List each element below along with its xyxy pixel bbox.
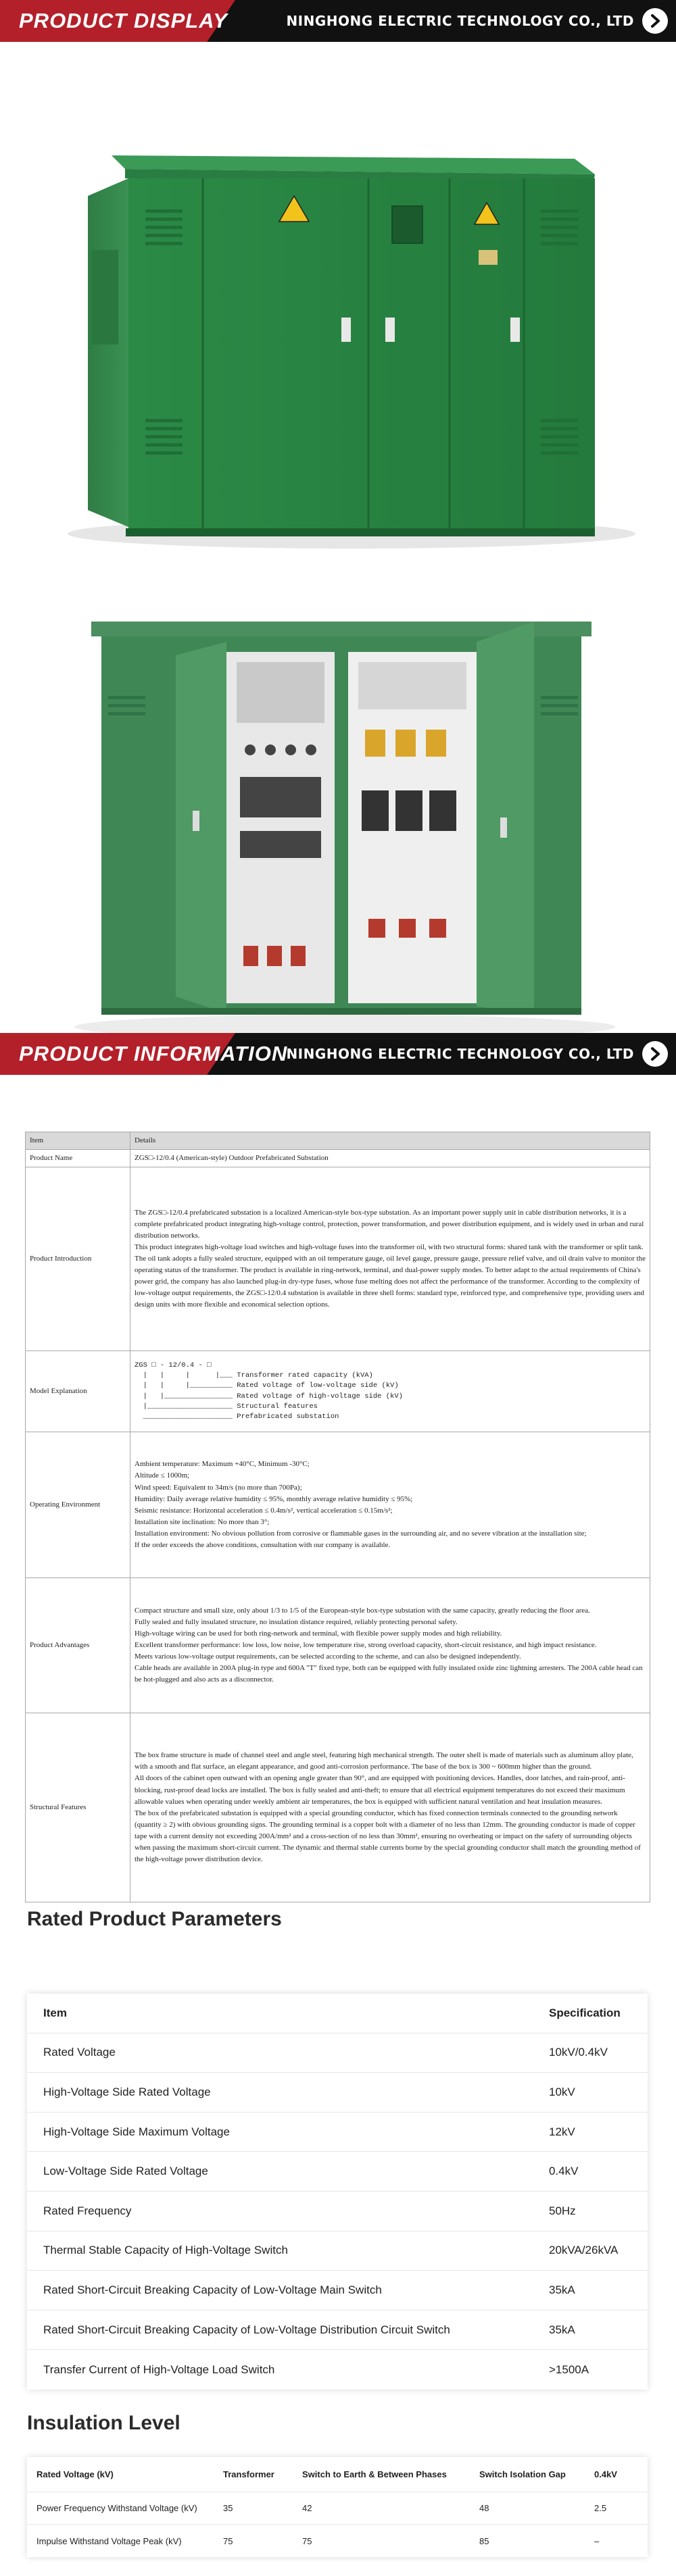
param-value: 10kV <box>549 2085 575 2098</box>
table-cell: 48 <box>479 2503 489 2513</box>
detail-line: ZGS□-12/0.4 (American-style) Outdoor Prefabricated Substation <box>135 1154 329 1163</box>
insulation-title: Insulation Level <box>27 2412 180 2434</box>
table-row <box>27 2231 648 2271</box>
table-row <box>27 2152 648 2192</box>
model-line: _____________________ Prefabricated substation <box>135 1413 339 1421</box>
product-information-banner <box>0 1033 676 1075</box>
table-row <box>27 2350 648 2390</box>
company-name: NINGHONG ELECTRIC TECHNOLOGY CO., LTD <box>286 1046 634 1062</box>
product-photo-closed <box>0 95 676 567</box>
table-cell: 75 <box>302 2535 312 2546</box>
row-details <box>130 1578 650 1713</box>
model-line: | |________________ Rated voltage of high-voltage side (kV) <box>135 1392 403 1400</box>
params-header <box>27 1994 648 2034</box>
header-details: Details <box>130 1132 650 1150</box>
detail-line: Fully sealed and fully insulated structure, no insulation distance required, reliably protecting personal safety. <box>135 1617 458 1626</box>
row-details <box>130 1167 650 1351</box>
next-arrow-button[interactable] <box>642 1041 668 1067</box>
detail-line: If the order exceeds the above conditions, consultation with our company is available. <box>135 1540 391 1549</box>
detail-line: Cable heads are available in 200A plug-in type and 600A "T" fixed type, both can be equipped with fully insulated oxide zinc lightning arresters. The 200A cable head can be hot-plugged and also acts as a disconnector. <box>135 1664 643 1684</box>
chevron-right-icon <box>642 8 668 34</box>
table-row <box>26 1351 650 1432</box>
detail-line: Ambient temperature: Maximum +40°C, Minimum -30°C; <box>135 1460 310 1469</box>
param-name: Thermal Stable Capacity of High-Voltage Switch <box>43 2244 288 2257</box>
param-name: High-Voltage Side Maximum Voltage <box>43 2125 230 2138</box>
table-row <box>26 1150 650 1167</box>
header-cell: Rated Voltage (kV) <box>37 2469 114 2479</box>
detail-line: Humidity: Daily average relative humidity ≤ 95%, monthly average relative humidity ≤ 95%; <box>135 1494 413 1503</box>
product-photo-open <box>0 595 676 1054</box>
table-cell: – <box>594 2535 600 2546</box>
open-cabinet-image <box>0 595 676 1054</box>
table-cell: 42 <box>302 2503 312 2513</box>
header-cell: Switch Isolation Gap <box>479 2469 566 2479</box>
header-item: Item <box>26 1132 130 1150</box>
rated-params-title: Rated Product Parameters <box>27 1908 282 1930</box>
detail-line: This product integrates high-voltage load switches and high-voltage fuses into the transformer oil, with two structural forms: shared tank with the transformer or split tank. The oil tank adopts a fully sealed structure, equipped with an oil temperature gauge, oil level gauge, pressure gauge, pressure relief valve, and oil drain valve to monitor the operating status of the transformer. The product is available in ring-network, terminal, and dual-power supply modes. To better adapt to the actual requirements of China's power grid, the company has also launched plug-in dry-type fuses, whose fuse melting does not affect the performance of the transformer. According to the complexity of low-voltage output requirements, the ZGS□-12/0.4 substation is available in three shell forms: standard type, reinforced type, and comprehensive type, providing users and design units with more flexible and economical selection options. <box>135 1243 646 1309</box>
model-line: | | | |___ Transformer rated capacity (kVA) <box>135 1371 373 1380</box>
param-value: >1500A <box>549 2363 589 2376</box>
header-item: Item <box>43 2006 67 2019</box>
company-name: NINGHONG ELECTRIC TECHNOLOGY CO., LTD <box>286 13 634 29</box>
table-row <box>27 2492 648 2525</box>
insulation-table <box>27 2457 648 2557</box>
detail-line: Altitude ≤ 1000m; <box>135 1471 190 1480</box>
table-cell: 2.5 <box>594 2503 607 2513</box>
table-row <box>26 1578 650 1713</box>
product-info-table <box>25 1132 650 1902</box>
banner-title: PRODUCT INFORMATION <box>19 1042 288 1065</box>
model-line: |____________________ Structural features <box>135 1402 318 1411</box>
detail-line: All doors of the cabinet open outward with an opening angle greater than 90°, and are equipped with positioning devices. Handles, door latches, and rain-proof, anti-blocking, rust-proof dead locks are installed. The box is fully sealed and anti-theft; to ensure that all electrical equipment temperatures do not exceed their maximum allowable values when operating under weekly ambient air temperatures, the box is equipped with sufficient natural ventilation and heat insulation measures. <box>135 1774 625 1806</box>
header-cell: Transformer <box>223 2469 274 2479</box>
table-row <box>27 2073 648 2113</box>
row-label: Model Explanation <box>26 1351 130 1432</box>
param-value: 35kA <box>549 2283 575 2296</box>
param-value: 20kVA/26kVA <box>549 2244 619 2257</box>
insulation-header <box>27 2457 648 2492</box>
detail-line: Excellent transformer performance: low loss, low noise, low temperature rise, strong overload capacity, short-circuit resistance, and high impact resistance. <box>135 1641 597 1650</box>
info-table <box>25 1132 650 1902</box>
table-cell: 75 <box>223 2535 233 2546</box>
detail-line: The ZGS□-12/0.4 prefabricated substation is a localized American-style box-type substation. As an important power supply unit in cable distribution networks, it is a complete prefabricated product integrating high-voltage control, protection, power transformation, and power distribution equipment, and is widely used in urban and rural distribution networks. <box>135 1208 644 1240</box>
row-label: Structural Features <box>26 1713 130 1902</box>
param-name: Rated Frequency <box>43 2204 132 2217</box>
detail-line: Wind speed: Equivalent to 34m/s (no more than 700Pa); <box>135 1483 302 1492</box>
row-details <box>130 1432 650 1578</box>
param-name: Rated Short-Circuit Breaking Capacity of Low-Voltage Distribution Circuit Switch <box>43 2323 450 2336</box>
table-row <box>27 2310 648 2350</box>
detail-line: Seismic resistance: Horizontal acceleration ≤ 0.4m/s², vertical acceleration ≤ 0.15m/s²; <box>135 1506 393 1515</box>
table-row <box>27 2271 648 2310</box>
chevron-right-icon <box>642 1041 668 1067</box>
param-name: Rated Voltage <box>43 2046 116 2059</box>
param-name: Transfer Current of High-Voltage Load Switch <box>43 2363 275 2376</box>
banner-title: PRODUCT DISPLAY <box>19 9 228 32</box>
row-details <box>130 1713 650 1902</box>
detail-line: The box of the prefabricated substation is equipped with a special grounding conductor, which has fixed connection terminals connected to the grounding network (quantity ≥ 2) with obvious grounding signs. The grounding terminal is a copper bolt with a diameter of no less than 12mm. The grounding conductor is made of copper tape with a current density not exceeding 200A/mm² and a cross-section of no less than 30mm², ensuring no overheating or impact on the safety of surrounding objects when passing the maximum short-circuit current. The dynamic and thermal stable currents borne by the special grounding conductor shall match the grounding method of the high-voltage power distribution device. <box>135 1809 641 1863</box>
param-value: 10kV/0.4kV <box>549 2046 608 2059</box>
header-cell: 0.4kV <box>594 2469 617 2479</box>
model-line: | | |__________ Rated voltage of low-voltage side (kV) <box>135 1382 399 1390</box>
table-cell: Impulse Withstand Voltage Peak (kV) <box>37 2535 182 2546</box>
table-row <box>27 2113 648 2152</box>
table-row <box>27 2034 648 2073</box>
detail-line: The box frame structure is made of channel steel and angle steel, featuring high mechanical strength. The outer shell is made of materials such as aluminum alloy plate, with a smooth and flat surface, an elegant appearance, and good anti-corrosion performance. The base of the box is 300 ~ 600mm higher than the ground. <box>135 1751 633 1771</box>
param-name: High-Voltage Side Rated Voltage <box>43 2085 211 2098</box>
row-details <box>130 1351 650 1432</box>
row-label: Product Name <box>26 1150 130 1167</box>
row-label: Product Advantages <box>26 1578 130 1713</box>
table-cell: Power Frequency Withstand Voltage (kV) <box>37 2503 197 2513</box>
model-line: ZGS □ - 12/0.4 - □ <box>135 1361 212 1369</box>
param-name: Low-Voltage Side Rated Voltage <box>43 2165 208 2178</box>
detail-line: Installation environment: No obvious pollution from corrosive or flammable gases in the surrounding air, and no severe vibration at the installation site; <box>135 1529 587 1538</box>
info-table-header <box>26 1132 650 1150</box>
next-arrow-button[interactable] <box>642 8 668 34</box>
table-row <box>26 1713 650 1902</box>
param-name: Rated Short-Circuit Breaking Capacity of Low-Voltage Main Switch <box>43 2283 382 2296</box>
row-label: Operating Environment <box>26 1432 130 1578</box>
detail-line: Compact structure and small size, only about 1/3 to 1/5 of the European-style box-type substation with the same capacity, greatly reducing the floor area. <box>135 1606 590 1615</box>
table-cell: 85 <box>479 2535 489 2546</box>
detail-line: High-voltage wiring can be used for both ring-network and terminal, with flexible power supply modes and high reliability. <box>135 1630 502 1638</box>
table-row <box>27 2525 648 2557</box>
header-cell: Switch to Earth & Between Phases <box>302 2469 447 2479</box>
detail-line: Meets various low-voltage output requirements, can be selected according to the scheme, and can also be designed independently. <box>135 1652 521 1661</box>
detail-line: Installation site inclination: No more than 3°; <box>135 1517 270 1526</box>
table-cell: 35 <box>223 2503 233 2513</box>
param-value: 35kA <box>549 2323 575 2336</box>
product-display-banner <box>0 0 676 42</box>
table-row <box>27 2192 648 2231</box>
header-spec: Specification <box>549 2006 621 2019</box>
row-label: Product Introduction <box>26 1167 130 1351</box>
table-row <box>26 1167 650 1351</box>
table-row <box>26 1432 650 1578</box>
rated-params-table <box>27 1994 648 2390</box>
closed-cabinet-image <box>0 95 676 567</box>
param-value: 0.4kV <box>549 2165 579 2178</box>
param-value: 12kV <box>549 2125 575 2138</box>
row-details <box>130 1150 650 1167</box>
param-value: 50Hz <box>549 2204 576 2217</box>
